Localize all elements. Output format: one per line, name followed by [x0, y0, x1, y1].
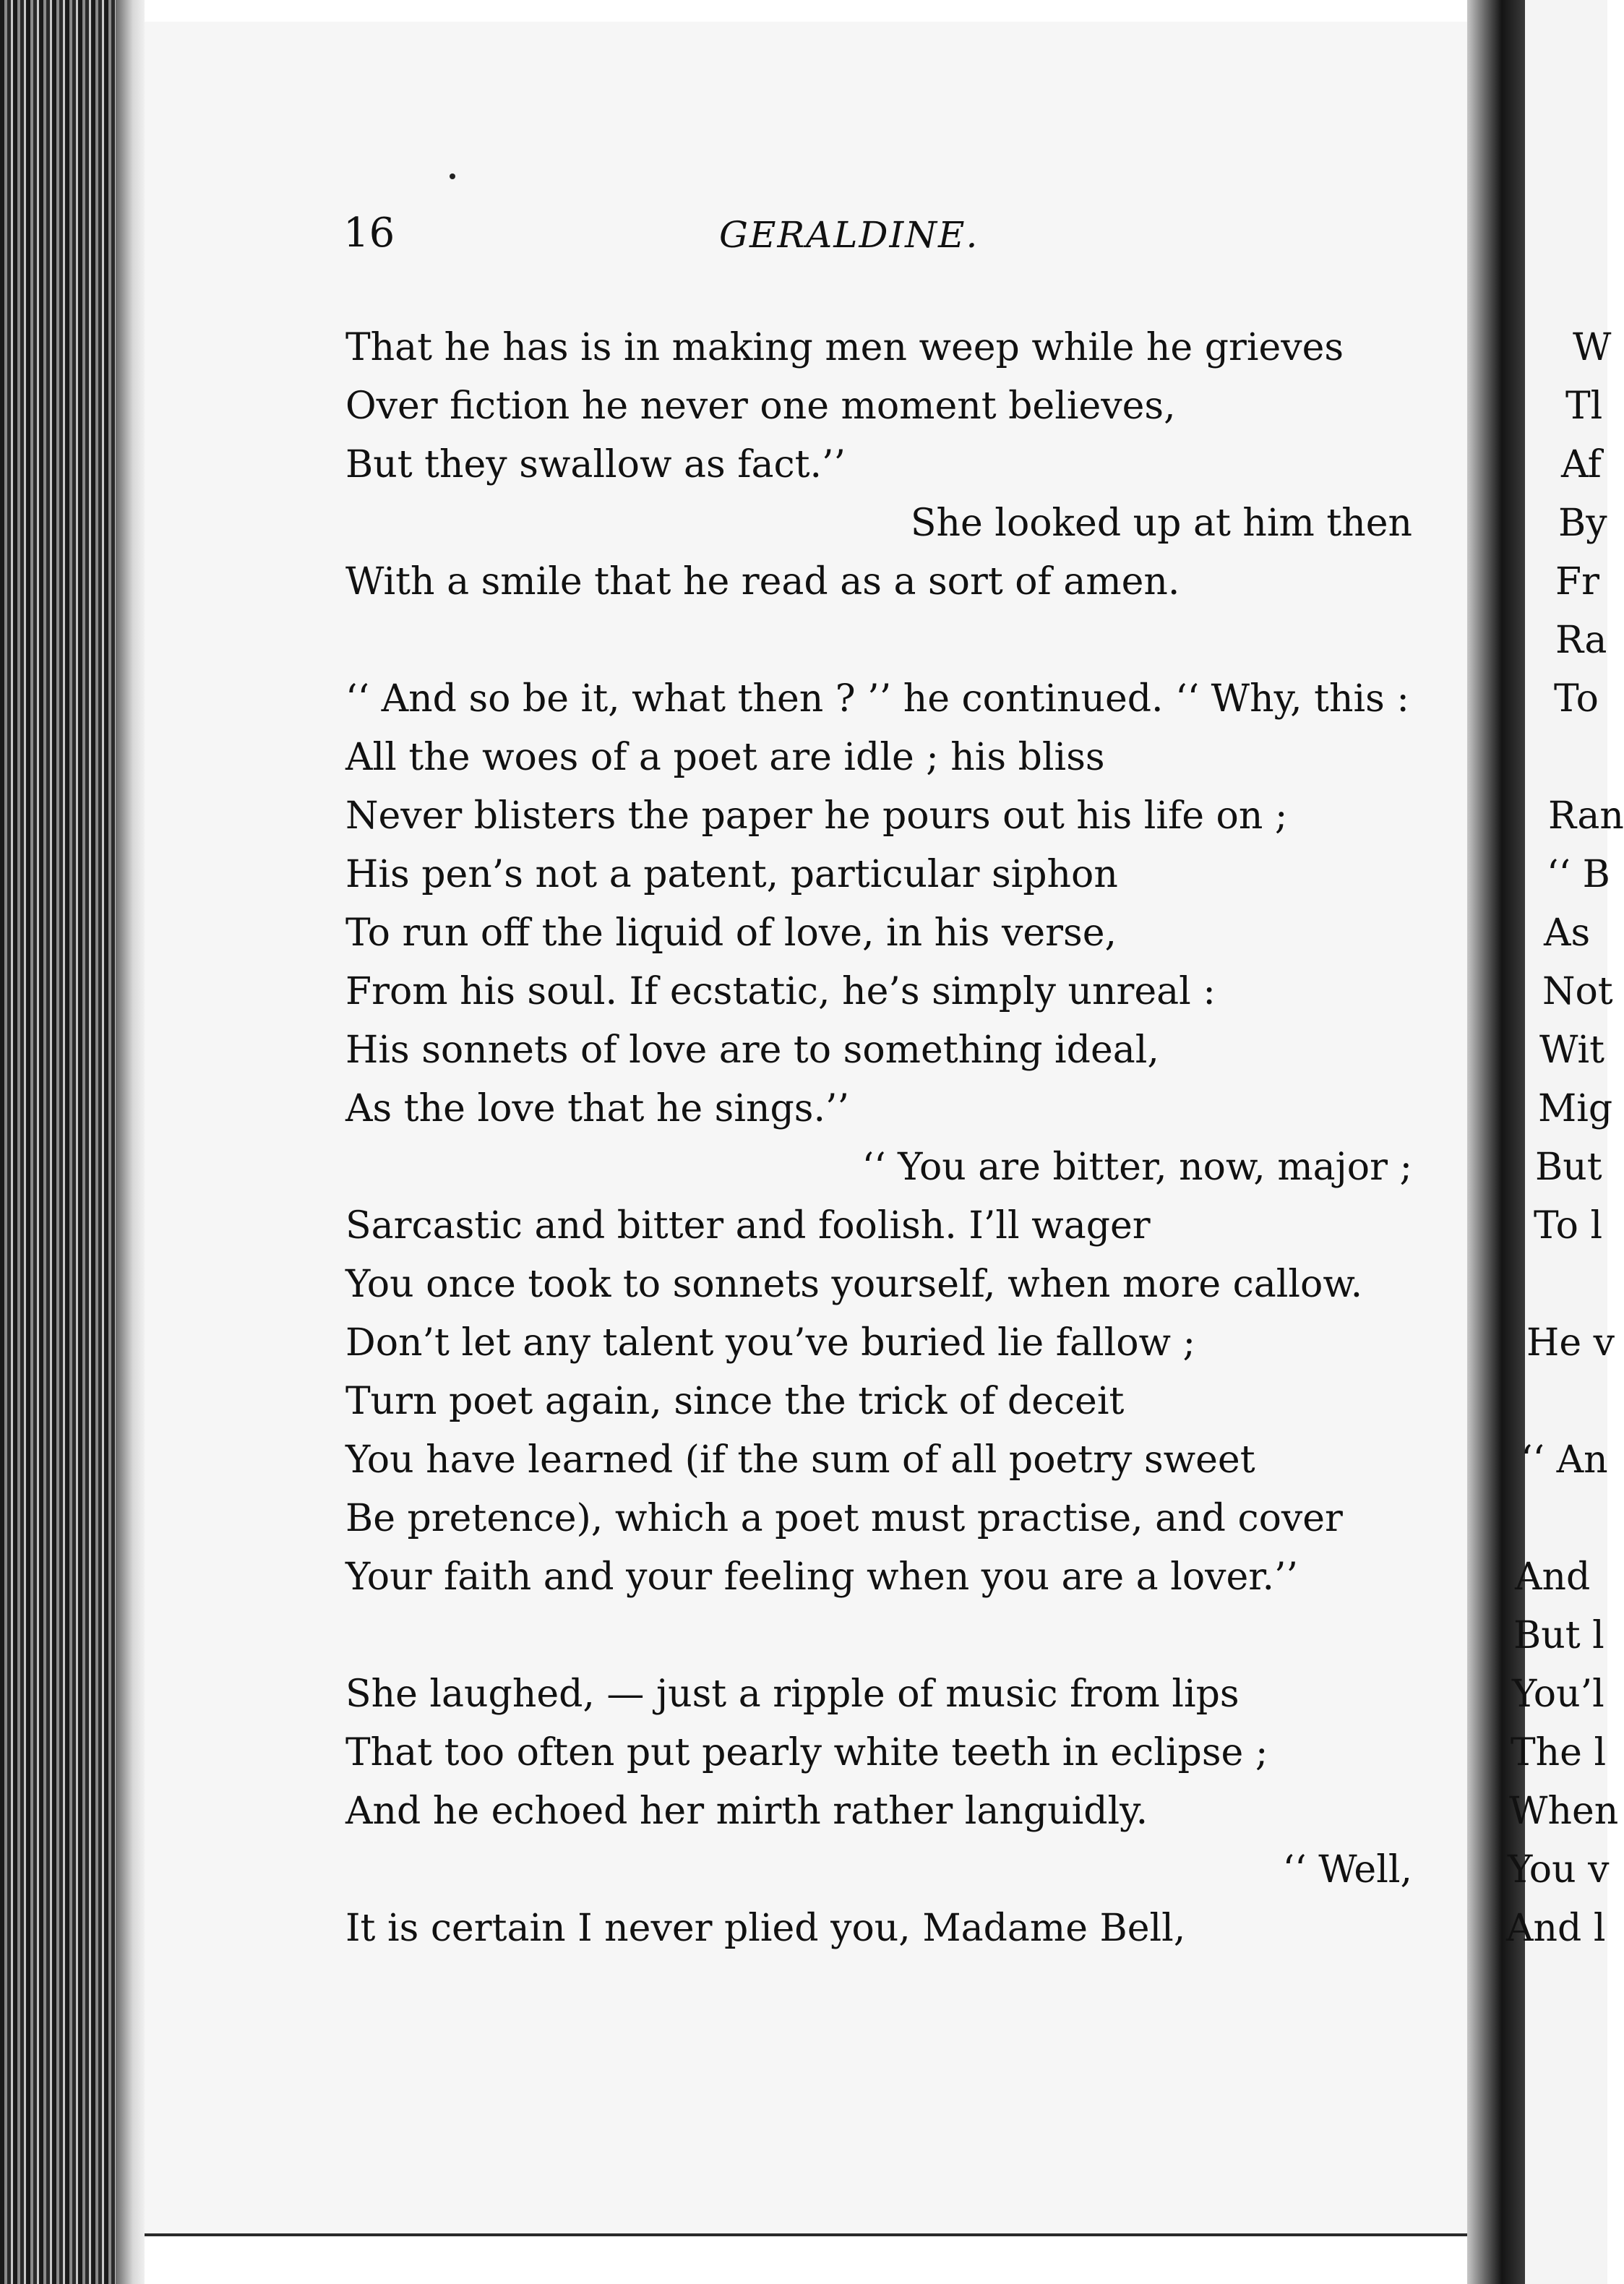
poem-line: ‘‘ Well,: [1282, 1848, 1412, 1892]
poem-line: Don’t let any talent you’ve buried lie fallow ;: [345, 1321, 1196, 1365]
running-title: GERALDINE.: [719, 214, 979, 256]
facing-fragment: ‘‘ An: [1521, 1438, 1608, 1482]
poem-line: You once took to sonnets yourself, when more callow.: [345, 1263, 1363, 1306]
poem-line: It is certain I never plied you, Madame Bell,: [345, 1907, 1186, 1950]
facing-fragment: ‘‘ B: [1547, 853, 1610, 896]
poem-line: ‘‘ You are bitter, now, major ;: [862, 1146, 1412, 1189]
facing-fragment: Af: [1561, 443, 1602, 486]
poem-line: And he echoed her mirth rather languidly.: [345, 1790, 1148, 1833]
facing-fragment: W: [1573, 326, 1612, 369]
page-edges: [0, 0, 116, 2284]
facing-fragment: And: [1515, 1555, 1591, 1599]
poem-line: That he has is in making men weep while he grieves: [345, 326, 1344, 369]
facing-fragment: You’l: [1512, 1673, 1604, 1716]
facing-fragment: By: [1558, 502, 1607, 545]
poem-line: From his soul. If ecstatic, he’s simply unreal :: [345, 970, 1216, 1013]
poem-line: All the woes of a poet are idle ; his bliss: [345, 736, 1105, 779]
poem-line: But they swallow as fact.’’: [345, 443, 846, 486]
facing-fragment: To l: [1534, 1204, 1603, 1248]
poem-line: His sonnets of love are to something ideal,: [345, 1029, 1159, 1072]
poem-line: With a smile that he read as a sort of amen.: [345, 560, 1180, 604]
poem-line: ‘‘ And so be it, what then ? ’’ he continued. ‘‘ Why, this :: [345, 677, 1409, 721]
facing-fragment: Ra: [1555, 619, 1607, 662]
poem-line: Be pretence), which a poet must practise, and cover: [345, 1497, 1343, 1540]
poem-line: She laughed, — just a ripple of music from lips: [345, 1673, 1240, 1716]
facing-fragment: You v: [1508, 1848, 1610, 1892]
poem-line: As the love that he sings.’’: [345, 1087, 850, 1130]
poem-line: Turn poet again, since the trick of deceit: [345, 1380, 1125, 1423]
facing-fragment: He v: [1526, 1321, 1615, 1365]
poem-line: To run off the liquid of love, in his verse,: [345, 911, 1117, 955]
poem-line: Over fiction he never one moment believes,: [345, 385, 1176, 428]
poem-line: Never blisters the paper he pours out his life on ;: [345, 794, 1288, 838]
poem-line: His pen’s not a patent, particular siphon: [345, 853, 1118, 896]
speck: [450, 173, 455, 179]
facing-fragment: Wit: [1539, 1029, 1605, 1072]
facing-fragment: But l: [1513, 1614, 1604, 1657]
facing-fragment: But: [1535, 1146, 1602, 1189]
facing-fragment: Tl: [1565, 385, 1603, 428]
facing-fragment: As: [1544, 911, 1591, 955]
facing-fragment: The l: [1511, 1731, 1607, 1774]
facing-fragment: To: [1554, 677, 1599, 721]
facing-fragment: Not: [1542, 970, 1613, 1013]
page-number: 16: [343, 210, 395, 257]
poem-line: Sarcastic and bitter and foolish. I’ll wager: [345, 1204, 1151, 1248]
poem-line: That too often put pearly white teeth in eclipse ;: [345, 1731, 1268, 1774]
poem-line: You have learned (if the sum of all poetry sweet: [345, 1438, 1255, 1482]
facing-fragment: Ran: [1548, 794, 1624, 838]
page-shadow: [116, 0, 145, 2284]
poem-line: She looked up at him then: [910, 502, 1412, 545]
facing-fragment: Fr: [1555, 560, 1599, 604]
facing-fragment: And l: [1506, 1907, 1606, 1950]
poem-line: Your faith and your feeling when you are a lover.’’: [345, 1555, 1299, 1599]
facing-fragment: When: [1509, 1790, 1619, 1833]
facing-fragment: Mig: [1538, 1087, 1613, 1130]
